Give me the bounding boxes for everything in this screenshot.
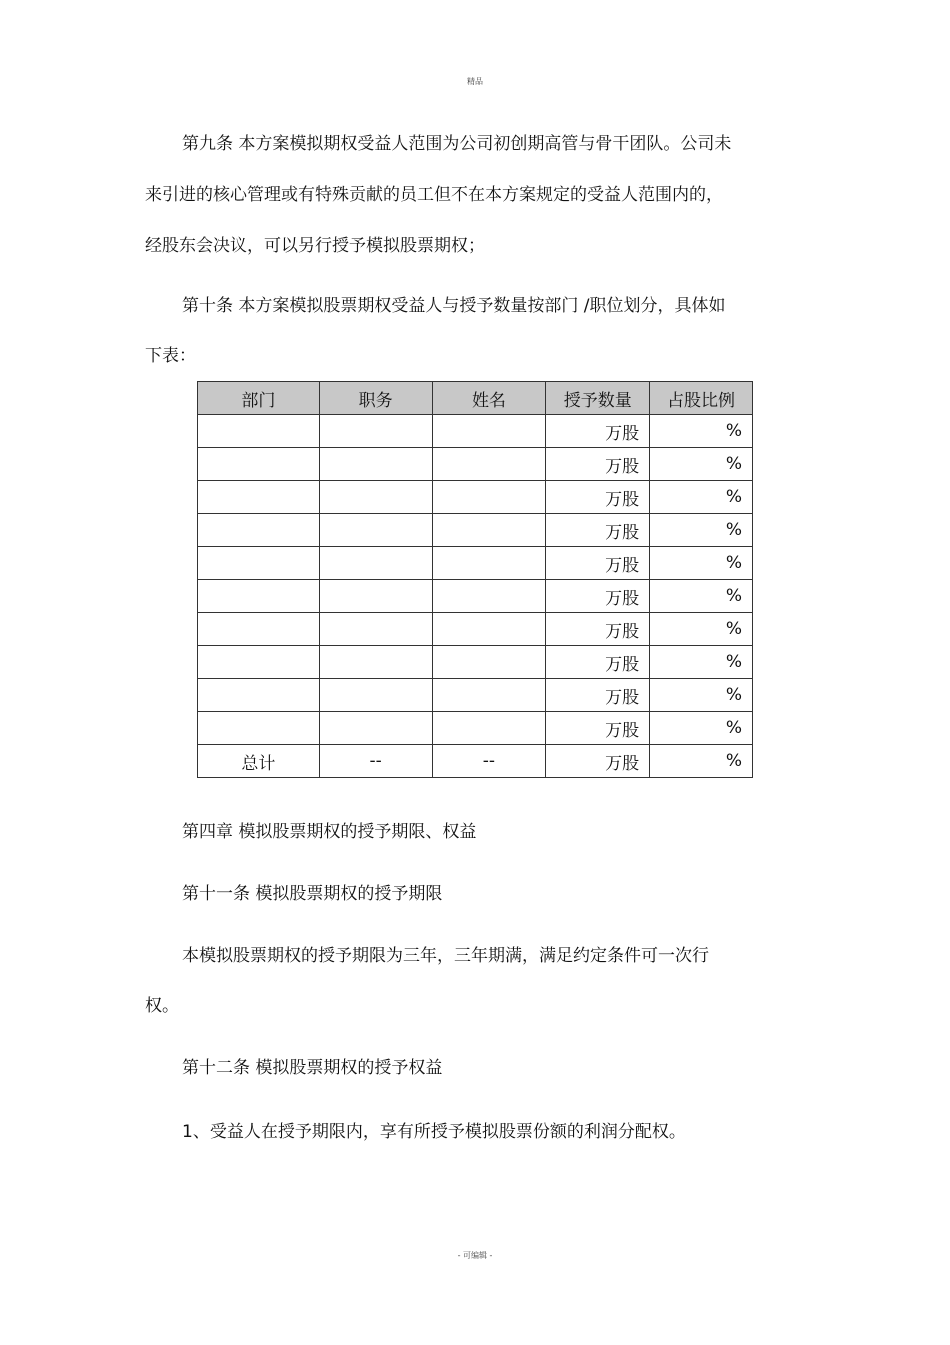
- article-10-line-2: 下表：: [145, 346, 196, 366]
- cell-ratio: %: [650, 514, 753, 547]
- cell-ratio: %: [650, 481, 753, 514]
- cell-position: [319, 712, 432, 745]
- article-11-body-line-1: 本模拟股票期权的授予期限为三年，三年期满，满足约定条件可一次行: [182, 946, 709, 966]
- table-header-row: [198, 382, 753, 415]
- cell-quantity: 万股: [546, 415, 650, 448]
- cell-department: [198, 547, 320, 580]
- cell-position: [319, 448, 432, 481]
- cell-position: [319, 580, 432, 613]
- cell-quantity: 万股: [546, 580, 650, 613]
- total-name: --: [432, 745, 546, 778]
- cell-ratio: %: [650, 613, 753, 646]
- cell-name: [432, 646, 546, 679]
- cell-position: [319, 613, 432, 646]
- total-label: 总计: [198, 745, 320, 778]
- table-row: [198, 646, 753, 679]
- article-12-item-1: 1、受益人在授予期限内，享有所授予模拟股票份额的利润分配权。: [182, 1122, 686, 1142]
- article-11-body-line-2: 权。: [145, 996, 179, 1016]
- header-name: 姓名: [432, 382, 546, 415]
- header-share-ratio: 占股比例: [650, 382, 753, 415]
- table-row: [198, 679, 753, 712]
- cell-quantity: 万股: [546, 448, 650, 481]
- page-footer: - 可编辑 -: [457, 1251, 493, 1260]
- article-9-line-3: 经股东会决议，可以另行授予模拟股票期权；: [145, 236, 485, 256]
- article-9-line-1: 第九条 本方案模拟期权受益人范围为公司初创期高管与骨干团队。公司未: [182, 134, 732, 154]
- cell-name: [432, 481, 546, 514]
- cell-department: [198, 613, 320, 646]
- cell-ratio: %: [650, 448, 753, 481]
- article-11-title: 第十一条 模拟股票期权的授予期限: [182, 884, 443, 904]
- cell-quantity: 万股: [546, 481, 650, 514]
- article-12-title: 第十二条 模拟股票期权的授予权益: [182, 1058, 443, 1078]
- cell-quantity: 万股: [546, 679, 650, 712]
- cell-name: [432, 514, 546, 547]
- cell-name: [432, 712, 546, 745]
- cell-department: [198, 679, 320, 712]
- cell-position: [319, 514, 432, 547]
- cell-ratio: %: [650, 415, 753, 448]
- cell-name: [432, 679, 546, 712]
- table-row: [198, 481, 753, 514]
- header-department: 部门: [198, 382, 320, 415]
- cell-ratio: %: [650, 712, 753, 745]
- page-header: 精品: [467, 77, 483, 86]
- cell-quantity: 万股: [546, 712, 650, 745]
- cell-department: [198, 415, 320, 448]
- cell-position: [319, 481, 432, 514]
- table-row: [198, 415, 753, 448]
- cell-ratio: %: [650, 547, 753, 580]
- total-position: --: [319, 745, 432, 778]
- cell-quantity: 万股: [546, 646, 650, 679]
- cell-position: [319, 679, 432, 712]
- table-row: [198, 547, 753, 580]
- article-9-line-2: 来引进的核心管理或有特殊贡献的员工但不在本方案规定的受益人范围内的，: [145, 185, 723, 205]
- cell-department: [198, 580, 320, 613]
- cell-department: [198, 646, 320, 679]
- total-row: [198, 745, 753, 778]
- cell-quantity: 万股: [546, 514, 650, 547]
- cell-department: [198, 514, 320, 547]
- cell-name: [432, 448, 546, 481]
- article-10-line-1: 第十条 本方案模拟股票期权受益人与授予数量按部门 /职位划分，具体如: [182, 296, 726, 316]
- chapter-4-title: 第四章 模拟股票期权的授予期限、权益: [182, 822, 477, 842]
- total-quantity: 万股: [546, 745, 650, 778]
- cell-position: [319, 415, 432, 448]
- cell-name: [432, 580, 546, 613]
- table-row: [198, 580, 753, 613]
- table-row: [198, 448, 753, 481]
- cell-position: [319, 646, 432, 679]
- cell-department: [198, 481, 320, 514]
- header-grant-quantity: 授予数量: [546, 382, 650, 415]
- table-row: [198, 712, 753, 745]
- header-position: 职务: [319, 382, 432, 415]
- table-row: [198, 613, 753, 646]
- cell-quantity: 万股: [546, 547, 650, 580]
- cell-name: [432, 547, 546, 580]
- cell-position: [319, 547, 432, 580]
- cell-department: [198, 712, 320, 745]
- table-row: [198, 514, 753, 547]
- cell-name: [432, 415, 546, 448]
- cell-department: [198, 448, 320, 481]
- cell-quantity: 万股: [546, 613, 650, 646]
- grant-table: [197, 381, 753, 778]
- cell-ratio: %: [650, 679, 753, 712]
- total-ratio: %: [650, 745, 753, 778]
- cell-ratio: %: [650, 646, 753, 679]
- cell-name: [432, 613, 546, 646]
- cell-ratio: %: [650, 580, 753, 613]
